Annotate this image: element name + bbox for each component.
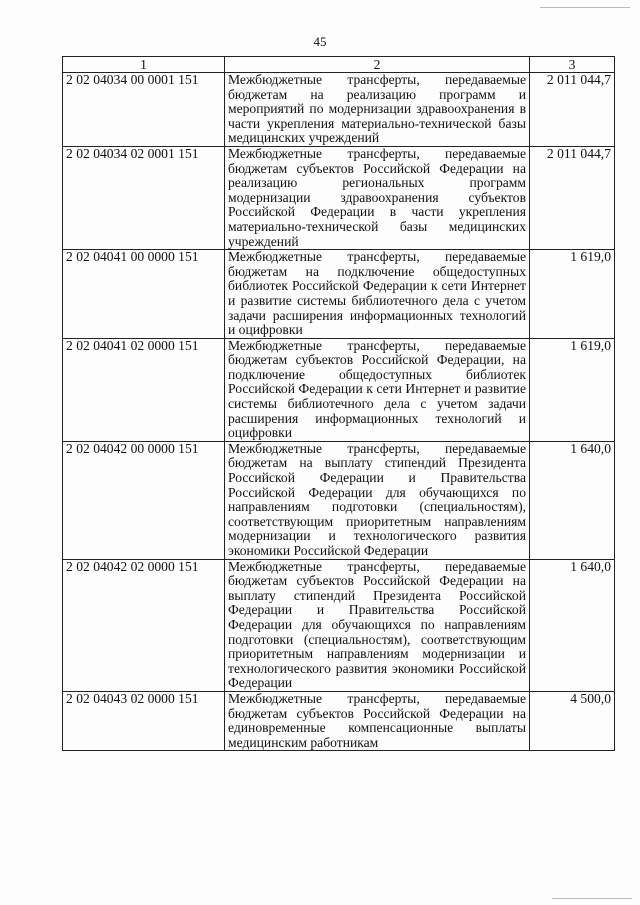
table-row <box>63 441 615 559</box>
scan-artifact-line <box>552 898 632 899</box>
budget-code-cell: 2 02 04042 02 0000 151 <box>63 559 225 691</box>
description-cell: Межбюджетные трансферты, передаваемые бюджетам на реализацию программ и мероприятий по модернизации здравоохранения в части укрепления материально-технической базы медицинских учреждений <box>225 73 530 147</box>
amount-cell: 4 500,0 <box>530 691 615 750</box>
amount-cell: 1 640,0 <box>530 441 615 559</box>
table-header-row <box>63 57 615 73</box>
amount-cell: 2 011 044,7 <box>530 146 615 249</box>
amount-cell: 1 619,0 <box>530 338 615 441</box>
table-row <box>63 691 615 750</box>
scan-artifact-line <box>540 7 630 8</box>
page-number: 45 <box>313 34 327 49</box>
budget-table <box>62 56 615 751</box>
description-cell: Межбюджетные трансферты, передаваемые бюджетам субъектов Российской Федерации, на подключение общедоступных библиотек Российской Федерации к сети Интернет и развитие системы библиотечного дела с учетом задачи расширения информационных технологий и оцифровки <box>225 338 530 441</box>
column-header-amount: 3 <box>530 57 615 73</box>
amount-cell: 1 619,0 <box>530 250 615 339</box>
description-cell: Межбюджетные трансферты, передаваемые бюджетам субъектов Российской Федерации на единовременные компенсационные выплаты медицинским работникам <box>225 691 530 750</box>
description-cell: Межбюджетные трансферты, передаваемые бюджетам субъектов Российской Федерации на реализацию региональных программ модернизации здравоохранения субъектов Российской Федерации в части укрепления материально-технической базы медицинских учреждений <box>225 146 530 249</box>
budget-code-cell: 2 02 04034 00 0001 151 <box>63 73 225 147</box>
budget-code-cell: 2 02 04041 02 0000 151 <box>63 338 225 441</box>
amount-cell: 1 640,0 <box>530 559 615 691</box>
column-header-code: 1 <box>63 57 225 73</box>
budget-code-cell: 2 02 04043 02 0000 151 <box>63 691 225 750</box>
budget-code-cell: 2 02 04041 00 0000 151 <box>63 250 225 339</box>
budget-code-cell: 2 02 04042 00 0000 151 <box>63 441 225 559</box>
table-row <box>63 250 615 339</box>
description-cell: Межбюджетные трансферты, передаваемые бюджетам субъектов Российской Федерации на выплату стипендий Президента Российской Федерации и Правительства Российской Федерации для обучающихся по направлениям подготовки (специальностям), соответствующим приоритетным направлениям модернизации и технологического развития экономики Российской Федерации <box>225 559 530 691</box>
budget-code-cell: 2 02 04034 02 0001 151 <box>63 146 225 249</box>
description-cell: Межбюджетные трансферты, передаваемые бюджетам на выплату стипендий Президента Российской Федерации и Правительства Российской Федерации для обучающихся по направлениям подготовки (специальностям), соответствующим приоритетным направлениям модернизации и технологического развития экономики Российской Федерации <box>225 441 530 559</box>
description-cell: Межбюджетные трансферты, передаваемые бюджетам на подключение общедоступных библиотек Российской Федерации к сети Интернет и развитие системы библиотечного дела с учетом задачи расширения информационных технологий и оцифровки <box>225 250 530 339</box>
table-row <box>63 559 615 691</box>
table-row <box>63 146 615 249</box>
table-row <box>63 73 615 147</box>
column-header-description: 2 <box>225 57 530 73</box>
amount-cell: 2 011 044,7 <box>530 73 615 147</box>
table-row <box>63 338 615 441</box>
